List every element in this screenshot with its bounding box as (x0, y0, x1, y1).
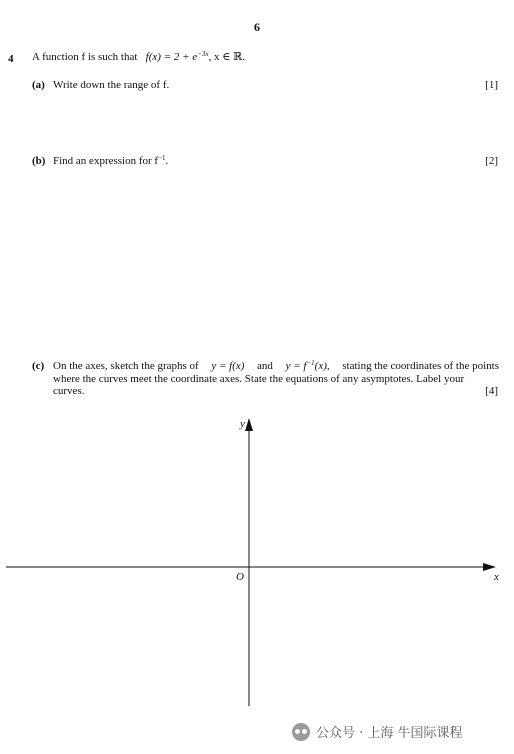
part-a-marks: [1] (485, 79, 498, 91)
part-c-math2-end: (x), (314, 360, 330, 372)
function-exponent: −3x (197, 50, 209, 58)
part-c-line3: curves. (53, 385, 85, 397)
part-a-label: (a) (32, 79, 45, 91)
part-b-text-main: Find an expression for f (53, 155, 159, 167)
part-b-marks: [2] (485, 155, 498, 167)
watermark (292, 722, 463, 741)
wechat-icon (292, 723, 310, 741)
function-definition: f(x) = 2 + e (145, 51, 198, 63)
part-a-text: Write down the range of f. (53, 79, 170, 91)
part-b-text-end: . (165, 155, 169, 167)
function-domain: , x ∈ ℝ. (208, 51, 246, 63)
part-c-marks: [4] (485, 385, 498, 397)
page-number: 6 (254, 20, 260, 34)
watermark-text: 公众号 · 上海 牛国际课程 (316, 726, 463, 741)
part-c-label: (c) (32, 360, 45, 372)
part-c-and: and (257, 360, 273, 372)
part-c-math2-main: y = f (285, 360, 307, 372)
stem-prefix: A function f is such that (32, 51, 138, 63)
part-c-line1-b: stating the coordinates of the points (342, 360, 499, 372)
question-number: 4 (8, 53, 14, 65)
origin-label: O (236, 571, 244, 583)
y-axis-label: y (240, 418, 245, 430)
part-c-line2: where the curves meet the coordinate axes. State the equations of any asymptotes. Label your (53, 372, 465, 385)
x-axis-label: x (494, 571, 499, 583)
part-c-line1-a: On the axes, sketch the graphs of (53, 360, 199, 372)
part-b-text-sup: −1 (158, 154, 166, 162)
part-c-math1: y = f(x) (211, 360, 245, 372)
part-c-math2-sup: −1 (306, 359, 315, 367)
part-b-label: (b) (32, 155, 46, 167)
x-axis-arrow (483, 563, 496, 571)
y-axis-arrow (245, 418, 253, 431)
